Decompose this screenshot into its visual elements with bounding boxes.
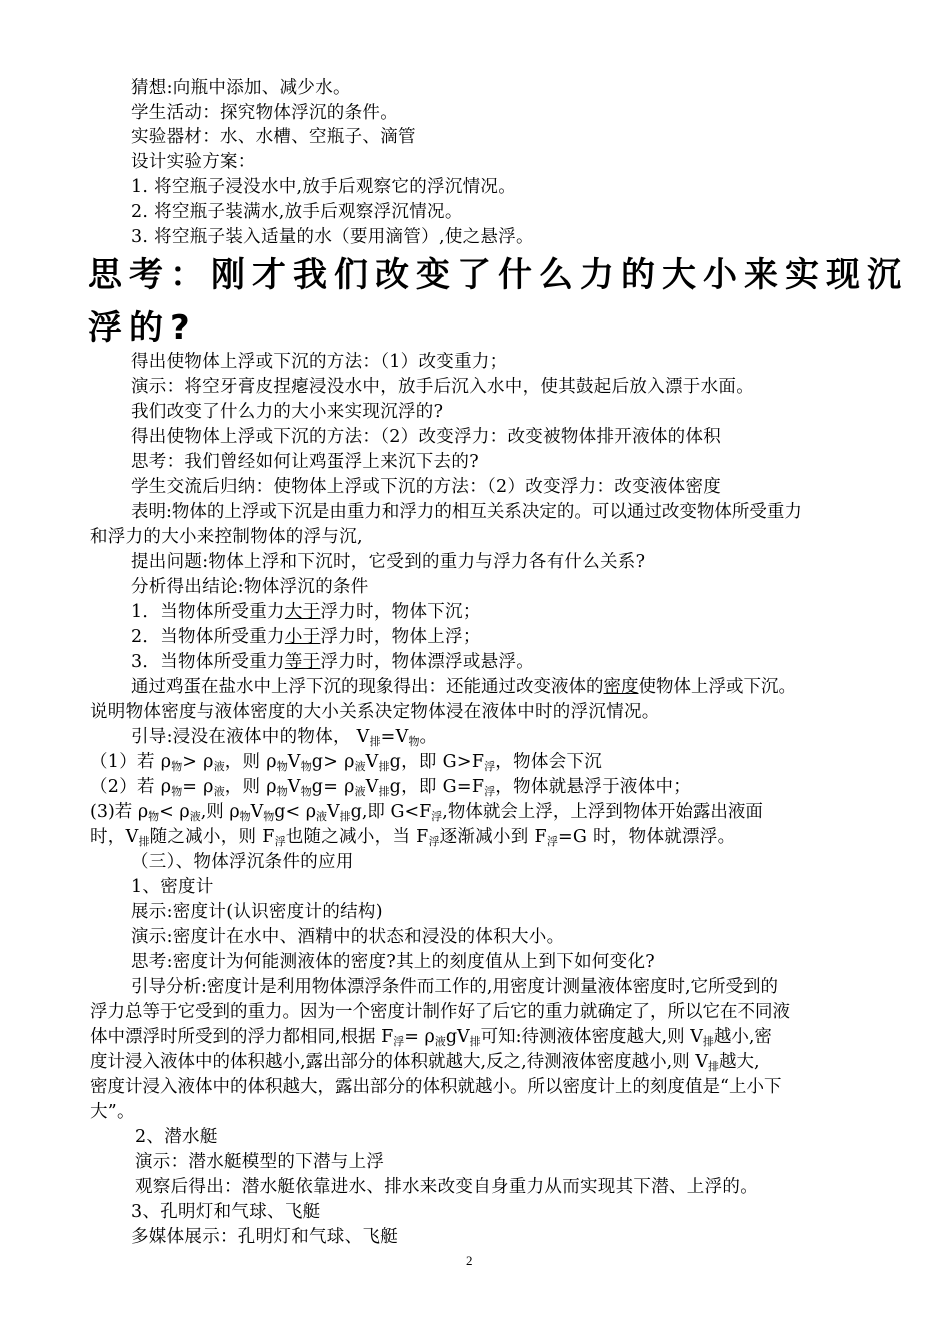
formula-line: (3)若 $\rho_物< \rho_液$,则 $\rho_物V_物g< \rho_液V_排g$,即 $G<F_浮$,物体就会上浮，上浮到物体开始露出液面 [90,802,763,823]
text-line: 2、潜水艇 [135,1127,218,1147]
text-line: 演示：将空牙膏皮捏瘪浸没水中，放手后沉入水中，使其鼓起后放入漂于水面。 [131,377,754,397]
subscript: 浮 [274,835,286,848]
text-line: 引导:浸没在液体中的物体， $V_排=V_物$。 [131,727,438,748]
subscript: 物 [171,760,183,773]
subscript: 浮 [431,810,443,823]
subscript: 液 [354,760,366,773]
text-line: 实验器材：水、水槽、空瓶子、滴管 [131,127,416,147]
text-line: 体中漂浮时所受到的浮力都相同,根据 $F_浮= \rho_液gV_排$可知:待测液体密度越大,则 $V_排$越小,密 [90,1027,772,1048]
text-span: 3．当物体所受重力 [131,652,285,672]
text-span: 通过鸡蛋在盐水中上浮下沉的现象得出：还能通过改变液体的 [131,677,604,697]
subscript: 物 [239,810,251,823]
subscript: 液 [213,785,225,798]
text-line: 度计浸入液体中的体积越小,露出部分的体积就越大,反之,待测液体密度越小,则 $V_排$越大, [90,1052,760,1073]
subscript: 液 [189,810,201,823]
subscript: 物 [276,785,288,798]
text-span: 使物体上浮或下沉。 [638,677,796,697]
subscript: 排 [707,1060,719,1073]
text-line: 和浮力的大小来控制物体的浮与沉, [90,527,363,547]
text-line: 演示:密度计在水中、酒精中的状态和浸没的体积大小。 [131,927,565,947]
subscript: 液 [354,785,366,798]
text-line: 说明物体密度与液体密度的大小关系决定物体浸在液体中时的浮沉情况。 [90,702,660,722]
text-line: 3. 将空瓶子装入适量的水（要用滴管）,使之悬浮。 [131,227,534,247]
subscript: 浮 [428,835,440,848]
condition-2 [131,625,481,649]
text-line: 学生活动：探究物体浮沉的条件。 [131,103,398,123]
text-line: 设计实验方案： [131,152,256,172]
text-line: 1、密度计 [131,877,214,897]
text-line: 密度计浸入液体中的体积越大，露出部分的体积就越小。所以密度计上的刻度值是“上小下 [90,1077,782,1097]
subscript: 排 [378,785,390,798]
formula-line: （1）若 $\rho_物> \rho_液$，则 $\rho_物V_物g> \rho_液V_排g$，即 $G>F_浮$，物体会下沉 [90,752,603,773]
underlined-term: 小于 [284,627,321,647]
subscript: 浮 [484,785,496,798]
condition-1 [131,600,481,624]
underlined-term: 密度 [603,677,639,697]
text-line: 得出使物体上浮或下沉的方法：（1）改变重力； [131,352,508,372]
subscript: 排 [369,735,381,748]
subscript: 物 [263,810,275,823]
text-line: 2. 将空瓶子装满水,放手后观察浮沉情况。 [131,202,463,222]
underlined-term: 大于 [284,602,321,622]
subscript: 排 [378,760,390,773]
text-line: 引导分析:密度计是利用物体漂浮条件而工作的,用密度计测量液体密度时,它所受到的 [131,977,779,997]
text-line: 1. 将空瓶子浸没水中,放手后观察它的浮沉情况。 [131,177,517,197]
formula-line: 时，$V_排$随之减小，则 $F_浮$也随之减小，当 $F_浮$逐渐减小到 $F_浮=G$ 时，物体就漂浮。 [90,827,736,848]
text-line: 观察后得出：潜水艇依靠进水、排水来改变自身重力从而实现其下潜、上浮的。 [135,1177,758,1197]
text-line: 表明:物体的上浮或下沉是由重力和浮力的相互关系决定的。可以通过改变物体所受重力 [131,502,802,522]
subscript: 排 [469,1035,481,1048]
subscript: 浮 [546,835,558,848]
text-line: 演示：潜水艇模型的下潜与上浮 [135,1152,385,1172]
text-line: 3、孔明灯和气球、飞艇 [131,1202,321,1222]
text-line: 大”。 [90,1102,135,1122]
text-line: 得出使物体上浮或下沉的方法：（2）改变浮力：改变被物体排开液体的体积 [131,427,722,447]
subscript: 物 [300,785,312,798]
text-span: 浮力时，物体上浮； [320,627,481,647]
subscript: 物 [276,760,288,773]
subscript: 浮 [393,1035,405,1048]
text-line: 多媒体展示：孔明灯和气球、飞艇 [131,1227,398,1247]
subscript: 浮 [484,760,496,773]
text-span: 2．当物体所受重力 [131,627,285,647]
text-line: 思考:密度计为何能测液体的密度?其上的刻度值从上到下如何变化? [131,952,655,972]
text-span: 浮力时，物体漂浮或悬浮。 [320,652,535,672]
subscript: 排 [138,835,150,848]
subscript: 物 [408,735,420,748]
page-number: 2 [466,1253,473,1268]
subscript: 排 [339,810,351,823]
text-line: 浮力总等于它受到的重力。因为一个密度计制作好了后它的重力就确定了，所以它在不同液 [90,1002,790,1022]
text-line [131,675,796,699]
heading-think-cont: 浮的? [88,308,197,348]
formula-line: （2）若 $\rho_物= \rho_液$，则 $\rho_物V_物g= \rho_液V_排g$，即 $G=F_浮$，物体就悬浮于液体中； [90,777,692,798]
subscript: 液 [316,810,327,823]
condition-3 [131,650,534,674]
text-line: 提出问题:物体上浮和下沉时，它受到的重力与浮力各有什么关系? [131,552,646,572]
subscript: 物 [171,785,183,798]
text-line: 猜想:向瓶中添加、减少水。 [131,78,351,98]
underlined-term: 等于 [284,652,321,672]
heading-think: 思考：刚才我们改变了什么力的大小来实现沉 [88,255,908,295]
text-line: 展示:密度计(认识密度计的结构) [131,902,383,922]
section-heading: （三）、物体浮沉条件的应用 [131,852,354,872]
text-line: 思考：我们曾经如何让鸡蛋浮上来沉下去的? [131,452,479,472]
subscript: 排 [702,1035,714,1048]
text-line: 分析得出结论:物体浮沉的条件 [131,577,369,597]
subscript: 物 [300,760,312,773]
text-line: 学生交流后归纳：使物体上浮或下沉的方法：（2）改变浮力：改变液体密度 [131,477,722,497]
subscript: 液 [434,1035,446,1048]
text-line: 我们改变了什么力的大小来实现沉浮的? [131,402,444,422]
text-span: 1．当物体所受重力 [131,602,285,622]
subscript: 液 [213,760,225,773]
text-span: 浮力时，物体下沉； [320,602,481,622]
subscript: 物 [148,810,160,823]
